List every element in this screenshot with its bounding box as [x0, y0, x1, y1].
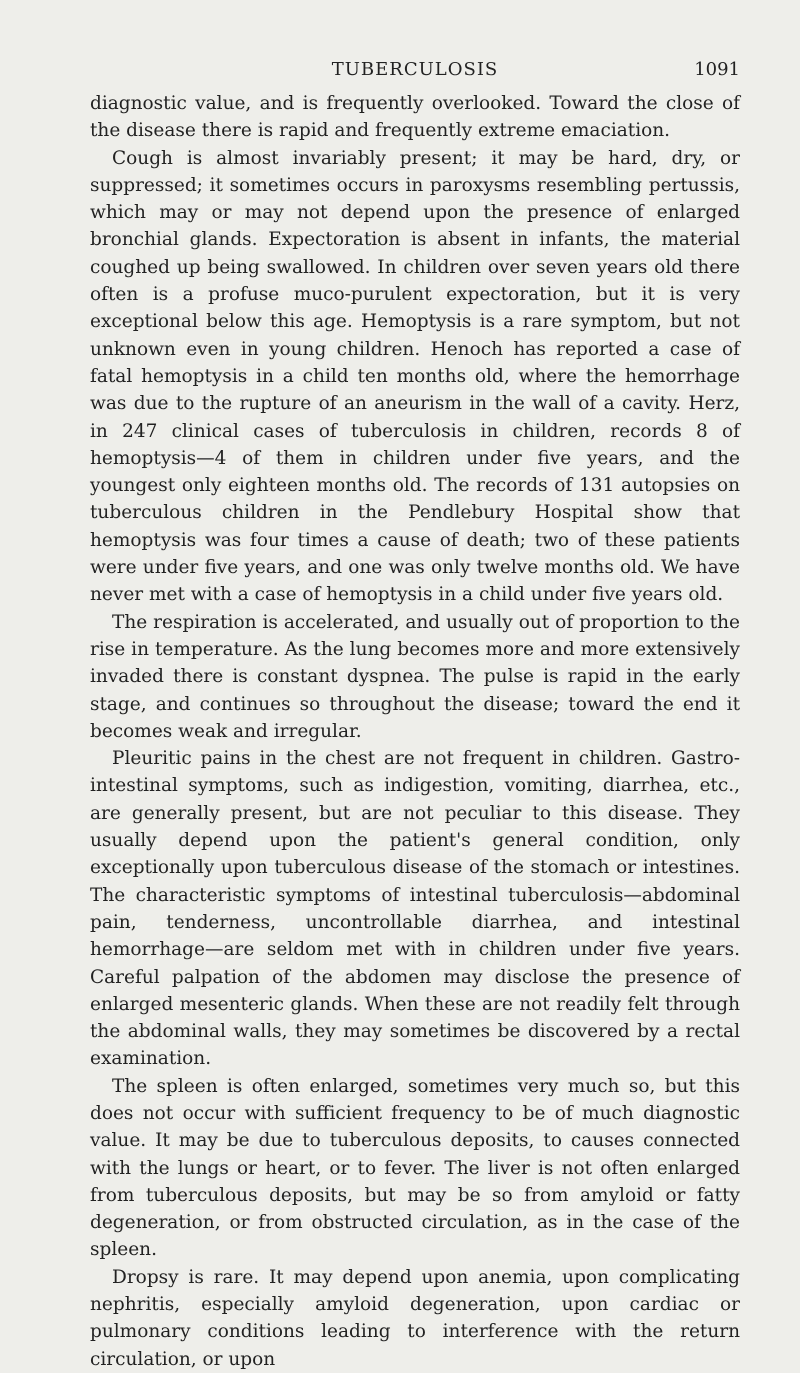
body-text — [90, 90, 740, 1373]
running-head — [90, 58, 740, 90]
paragraph-gastro-intestinal: Pleuritic pains in the chest are not frequent in children. Gastro-intestinal symptoms, such as indigestion, vomiting, diarrhea, etc., are generally present, but are not peculiar to this disease. They usually depend upon the patient's general condition, only exceptionally upon tuberculous disease of the stomach or intestines. The characteristic symptoms of intestinal tuberculosis—abdominal pain, tenderness, uncontrollable diarrhea, and intestinal hemorrhage—are seldom met with in children under five years. Careful palpation of the abdomen may disclose the presence of enlarged mesenteric glands. When these are not readily felt through the abdominal walls, they may sometimes be discovered by a rectal examination. — [90, 748, 740, 1070]
paragraph-emaciation: diagnostic value, and is frequently overlooked. Toward the close of the disease there is rapid and frequently extreme emaciation. — [90, 93, 740, 142]
running-title: TUBERCULOSIS — [331, 59, 499, 80]
paragraph-respiration: The respiration is accelerated, and usually out of proportion to the rise in temperature. As the lung becomes more and more extensively invaded there is constant dyspnea. The pulse is rapid in the early stage, and continues so throughout the disease; toward the end it becomes weak and irregular. — [90, 611, 740, 742]
page-number: 1091 — [694, 59, 740, 80]
paragraph-spleen: The spleen is often enlarged, sometimes very much so, but this does not occur with sufficient frequency to be of much diagnostic value. It may be due to tuberculous deposits, to causes connected with the lungs or heart, or to fever. The liver is not often enlarged from tuberculous deposits, but may be so from amyloid or fatty degeneration, or from obstructed circulation, as in the case of the spleen. — [90, 1075, 740, 1261]
paragraph-dropsy: Dropsy is rare. It may depend upon anemia, upon complicating nephritis, especially amyloid degeneration, upon cardiac or pulmonary conditions leading to interference with the return circulation, or upon — [90, 1266, 740, 1370]
paragraph-cough: Cough is almost invariably present; it may be hard, dry, or suppressed; it sometimes occurs in paroxysms resembling pertussis, which may or may not depend upon the presence of enlarged bronchial glands. Expectoration is absent in infants, the material coughed up being swallowed. In children over seven years old there often is a profuse muco-purulent expectoration, but it is very exceptional below this age. Hemoptysis is a rare symptom, but not unknown even in young children. Henoch has reported a case of fatal hemoptysis in a child ten months old, where the hemorrhage was due to the rupture of an aneurism in the wall of a cavity. Herz, in 247 clinical cases of tuberculosis in children, records 8 of hemoptysis—4 of them in children under five years, and the youngest only eighteen months old. The records of 131 autopsies on tuberculous children in the Pendlebury Hospital show that hemoptysis was four times a cause of death; two of these patients were under five years, and one was only twelve months old. We have never met with a case of hemoptysis in a child under five years old. — [90, 147, 740, 606]
